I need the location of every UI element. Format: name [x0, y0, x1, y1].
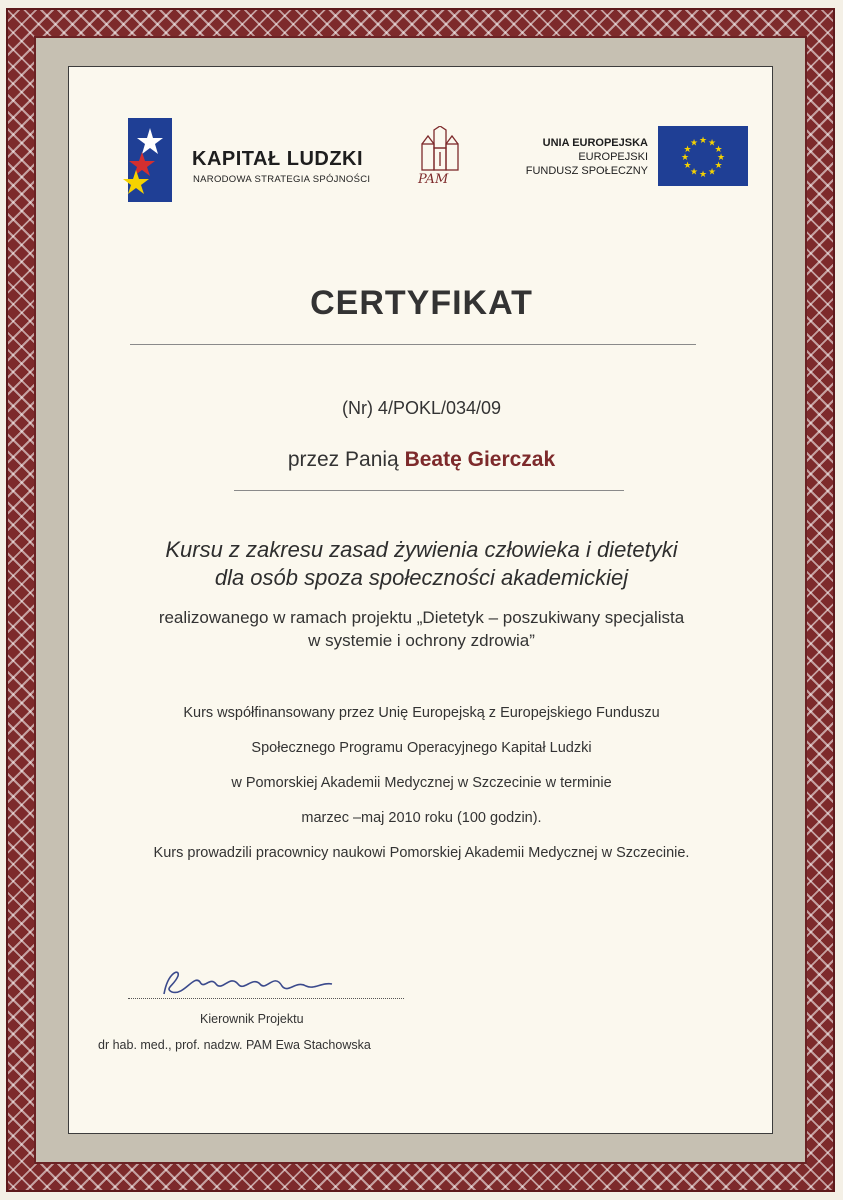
pam-logo: [412, 126, 468, 196]
course-line-1: Kursu z zakresu zasad żywienia człowieka i dietetyki: [165, 537, 678, 562]
desc-line-3: w Pomorskiej Akademii Medycznej w Szczecinie w terminie: [231, 775, 612, 791]
svg-text:★: ★: [716, 153, 726, 163]
recipient-prefix: przez Panią: [287, 448, 399, 471]
recipient-name: Beatę Gierczak: [404, 448, 556, 471]
project-description: [0, 606, 843, 652]
course-title: [0, 536, 843, 592]
svg-text:★: ★: [680, 153, 690, 163]
svg-text:★: ★: [689, 138, 699, 149]
course-line-2: dla osób spoza społeczności akademickiej: [214, 565, 629, 590]
desc-line-4: marzec –maj 2010 roku (100 godzin).: [301, 810, 542, 826]
title-divider: [130, 344, 696, 345]
desc-line-2: Społecznego Programu Operacyjnego Kapitał Ludzki: [251, 740, 592, 756]
svg-text:★: ★: [698, 170, 708, 180]
signature-line: [128, 998, 404, 999]
svg-text:★: ★: [707, 167, 717, 178]
funding-description: [0, 702, 843, 877]
eu-flag-icon: [658, 126, 748, 186]
eu-line-2: EUROPEJSKI: [578, 151, 648, 163]
signature-area: [128, 962, 428, 1012]
desc-line-1: Kurs współfinansowany przez Unię Europejską z Europejskiego Funduszu: [183, 705, 660, 721]
project-line-2: w systemie i ochrony zdrowia”: [308, 631, 535, 650]
kapital-ludzki-subtitle: NARODOWA STRATEGIA SPÓJNOŚCI: [193, 174, 371, 185]
pam-label: PAM: [418, 172, 449, 187]
recipient-line: [0, 448, 843, 472]
certificate-title: CERTYFIKAT: [310, 284, 533, 322]
eu-text-block: [526, 136, 648, 178]
signature-person: dr hab. med., prof. nadzw. PAM Ewa Stachowska: [98, 1038, 371, 1052]
castle-icon: [412, 126, 468, 174]
svg-text:★: ★: [714, 161, 723, 171]
svg-text:★: ★: [683, 161, 692, 171]
project-line-1: realizowanego w ramach projektu „Dietetyk – poszukiwany specjalista: [158, 608, 685, 627]
handwritten-signature: [154, 962, 344, 1002]
recipient-divider: [234, 490, 624, 491]
svg-text:★: ★: [683, 145, 692, 155]
kapital-ludzki-logo: [122, 118, 382, 208]
kapital-ludzki-title: KAPITAŁ LUDZKI: [192, 148, 364, 170]
desc-line-5: Kurs prowadzili pracownicy naukowi Pomorskiej Akademii Medycznej w Szczecinie.: [153, 845, 690, 861]
eu-line-3: FUNDUSZ SPOŁECZNY: [525, 165, 648, 177]
signature-role: Kierownik Projektu: [200, 1012, 304, 1026]
kapital-ludzki-stars-icon: [122, 118, 178, 204]
svg-text:★: ★: [707, 138, 717, 149]
certificate-number: (Nr) 4/POKL/034/09: [341, 398, 502, 418]
eu-logo: [508, 126, 748, 190]
svg-text:★: ★: [689, 167, 699, 178]
eu-line-1: UNIA EUROPEJSKA: [542, 137, 648, 149]
svg-text:★: ★: [714, 145, 723, 155]
svg-text:★: ★: [698, 136, 708, 146]
